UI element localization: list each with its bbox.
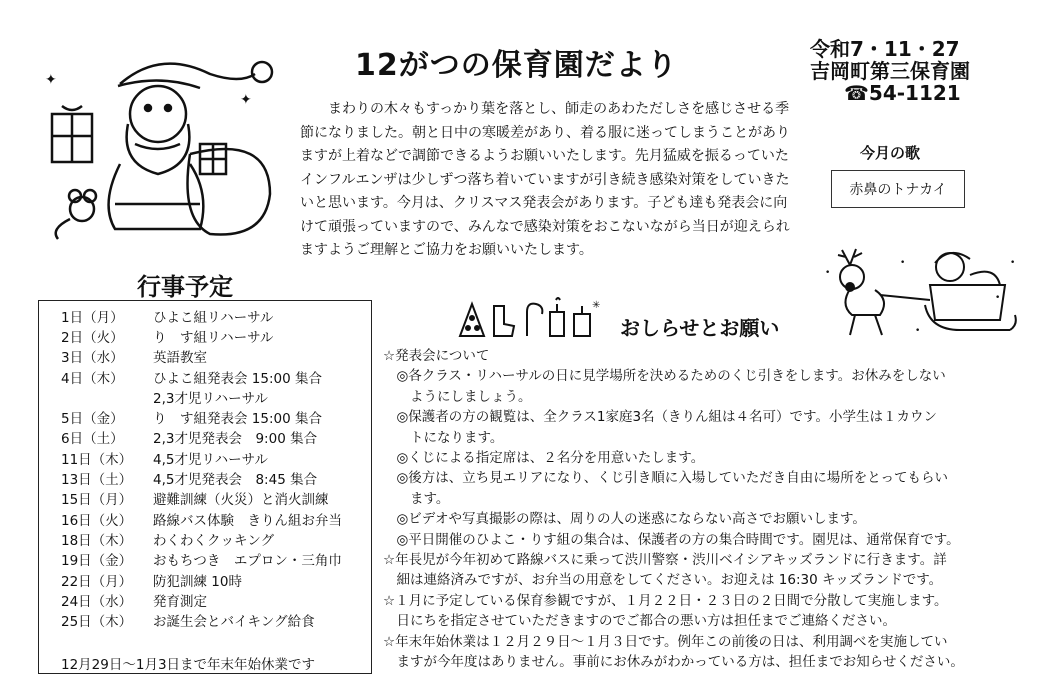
schedule-date: 6日（土） [61, 431, 124, 447]
schedule-row [61, 511, 342, 531]
schedule-event: り す組発表会 15:00 集合 [153, 411, 322, 427]
intro-paragraph: まわりの木々もすっかり葉を落とし、師走のあわただしさを感じさせる季節になりました。朝と日中の寒暖差があり、着る服に迷ってしまうことがありますが上着などで調節できるようお願いいたします。先月猛威を振るっていたインフルエンザは少しずつ落ち着いていますが引き続き感染対策をしていきたいと思います。今月は、クリスマス発表会があります。子ども達も発表会に向けて頑張っていますので、みんなで感染対策をおこないながら当日が迎えられますようご理解とご協力をお願いいたします。 [300, 101, 790, 258]
schedule-date: 19日（金） [61, 553, 133, 569]
schedule-date: 1日（月） [61, 310, 124, 326]
schedule-heading: 行事予定 [137, 273, 233, 301]
notice-line: ◎保護者の方の観覧は、全クラス1家庭3名（きりん組は４名可）です。小学生は１カウン [383, 409, 937, 426]
schedule-event: 発育測定 [153, 594, 207, 610]
schedule-row [61, 409, 322, 429]
svg-text:✳: ✳ [592, 300, 601, 311]
notice-line: ☆発表会について [383, 348, 490, 364]
phone-number: ☎54-1121 [844, 81, 961, 105]
schedule-row [61, 308, 273, 328]
schedule-row [61, 369, 322, 389]
notice-line: ◎くじによる指定席は、２名分を用意いたします。 [383, 450, 705, 466]
schedule-row [61, 328, 273, 348]
song-title: 赤鼻のトナカイ [849, 182, 947, 198]
notice-line: ☆年末年始休業は１２月２９日～１月３日です。例年この前後の日は、利用調べを実施してい [383, 633, 948, 650]
schedule-row [61, 348, 207, 368]
song-heading: 今月の歌 [860, 144, 921, 162]
notice-line: トになります。 [383, 429, 504, 446]
schedule-event: 2,3才児発表会 9:00 集合 [153, 431, 318, 447]
schedule-date: 22日（月） [61, 574, 133, 590]
schedule-row [61, 490, 329, 510]
newsletter-title: 12がつの保育園だより [355, 48, 678, 83]
schedule-event: ひよこ組リハーサル [153, 310, 274, 326]
notice-line: ◎後方は、立ち見エリアになり、くじ引き順に入場していただき自由に場所をとってもらい [383, 470, 949, 487]
header-info [810, 38, 970, 104]
notice-line: ☆年長児が今年初めて路線バスに乗って渋川警察・渋川ベイシアキッズランドに行きます。詳 [383, 552, 947, 568]
notice-line: 細は連絡済みですが、お弁当の用意をしてください。お迎えは 16:30 キッズランドです。 [383, 572, 943, 589]
svg-text:•: • [915, 326, 921, 336]
schedule-date: 2日（火） [61, 330, 124, 346]
schedule-row [61, 572, 242, 592]
school-name: 吉岡町第三保育園 [810, 59, 970, 83]
schedule-event: 避難訓練（火災）と消火訓練 [153, 492, 329, 508]
schedule-row [61, 429, 317, 449]
schedule-date: 16日（火） [61, 513, 133, 529]
schedule-date: 4日（木） [61, 371, 124, 387]
notice-line: ☆１月に予定している保育参観ですが、１月２２日・２３日の２日間で分散して実施します。 [383, 592, 948, 609]
notice-line: 日にちを指定させていただきますのでご都合の悪い方は担任までご連絡ください。 [383, 613, 896, 630]
schedule-row [61, 470, 317, 490]
schedule-date: 18日（木） [61, 533, 133, 549]
schedule-event: おもちつき エプロン・三角巾 [153, 553, 342, 569]
issue-date: 令和7・11・27 [810, 37, 960, 61]
schedule-event: 4,5才児リハーサル [153, 452, 268, 468]
schedule-event: 2,3才児リハーサル [153, 391, 268, 407]
schedule-event: 路線バス体験 きりん組お弁当 [153, 513, 342, 529]
schedule-event: わくわくクッキング [153, 533, 275, 549]
schedule-row [61, 531, 274, 551]
svg-text:•: • [825, 268, 831, 278]
svg-text:•: • [900, 258, 906, 268]
schedule-event: り す組リハーサル [153, 330, 274, 346]
reindeer-sleigh-illustration [820, 245, 1020, 340]
notice-line: ようにしましょう。 [383, 388, 532, 405]
schedule-row [61, 612, 315, 632]
schedule-footer: 12月29日～1月3日まで年末年始休業です [61, 657, 316, 673]
schedule-date: 13日（土） [61, 472, 133, 488]
schedule-row [61, 450, 268, 470]
schedule-event: 防犯訓練 10時 [153, 574, 242, 590]
notice-line: ◎ビデオや写真撮影の際は、周りの人の迷惑にならない高さでお願いします。 [383, 511, 866, 528]
notice-line: ◎各クラス・リハーサルの日に見学場所を決めるためのくじ引きをします。お休みをしない [383, 368, 946, 385]
santa-illustration [40, 44, 290, 249]
notices-heading: おしらせとお願い [620, 316, 780, 340]
schedule-date: 11日（木） [61, 452, 133, 468]
svg-text:•: • [995, 293, 1001, 303]
schedule-date: 5日（金） [61, 411, 124, 427]
schedule-event: お誕生会とバイキング給食 [153, 614, 315, 630]
schedule-date: 25日（木） [61, 614, 133, 630]
schedule-event: 4,5才児発表会 8:45 集合 [153, 472, 318, 488]
notice-line: ます。 [383, 490, 450, 507]
schedule-box [38, 300, 372, 674]
svg-text:✦: ✦ [45, 72, 57, 88]
notice-line: ますが今年度はありません。事前にお休みがわかっている方は、担任までお知らせください。 [383, 654, 964, 670]
notice-line: ◎平日開催のひよこ・りす組の集合は、保護者の方の集合時間です。園児は、通常保育です。 [383, 531, 960, 548]
svg-text:✦: ✦ [240, 92, 252, 108]
notices-body [383, 346, 1033, 676]
song-box [831, 170, 965, 208]
schedule-row [61, 551, 342, 571]
schedule-event: 英語教室 [153, 350, 207, 366]
svg-text:•: • [1010, 258, 1016, 268]
christmas-icons-decoration [452, 296, 602, 344]
schedule-event: ひよこ組発表会 15:00 集合 [153, 371, 322, 387]
schedule-row [61, 592, 207, 612]
schedule-row [61, 389, 268, 409]
schedule-date: 3日（水） [61, 350, 124, 366]
schedule-date: 15日（月） [61, 492, 133, 508]
schedule-date: 24日（水） [61, 594, 133, 610]
